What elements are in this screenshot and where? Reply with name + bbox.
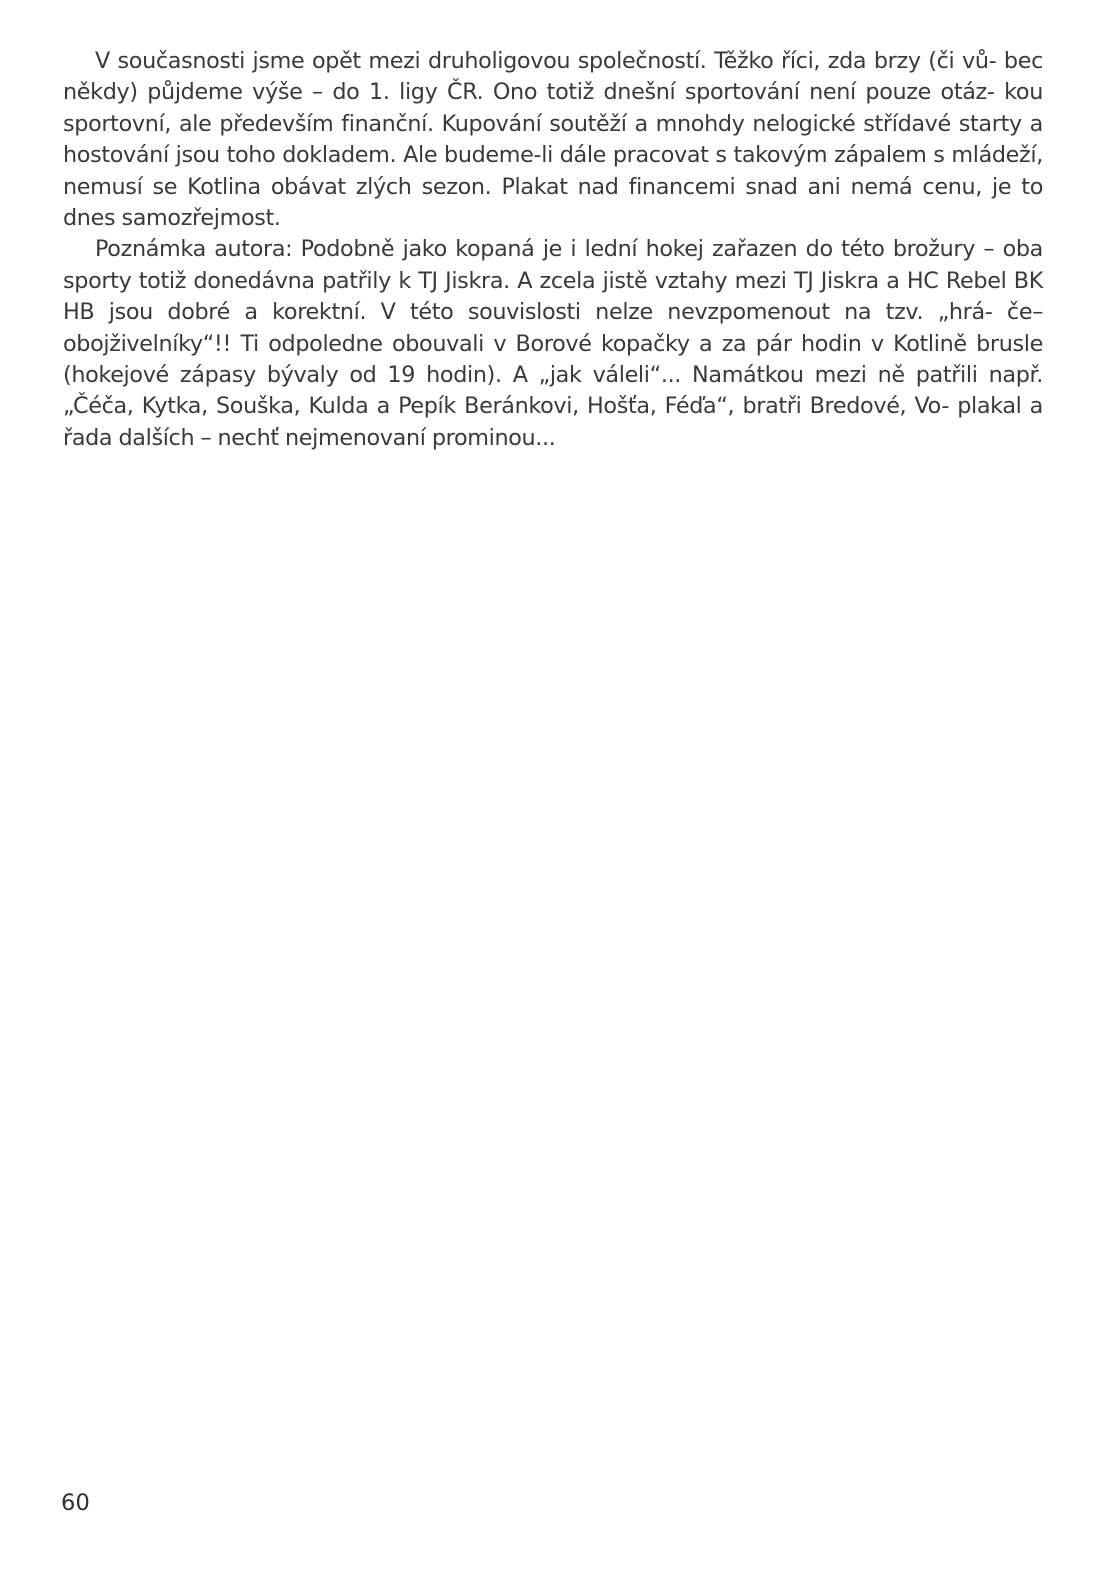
page-number: 60 bbox=[61, 1490, 91, 1516]
paragraph: V současnosti jsme opět mezi druholigovou společností. Těžko říci, zda brzy (či vů- bec někdy) půjdeme výše – do 1. ligy ČR. Ono totiž dnešní sportování není pouze otáz- kou sportovní, ale především finanční. Kupování soutěží a mnohdy nelogické střídavé starty a hostování jsou toho dokladem. Ale budeme-li dále pracovat s takovým zápalem s mládeží, nemusí se Kotlina obávat zlých sezon. Plakat nad financemi snad ani nemá cenu, je to dnes samozřejmost. bbox=[63, 48, 1043, 232]
paragraph: Poznámka autora: Podobně jako kopaná je i lední hokej zařazen do této brožury – oba sporty totiž donedávna patřily k TJ Jiskra. A zcela jistě vztahy mezi TJ Jiskra a HC Rebel BK HB jsou dobré a korektní. V této souvislosti nelze nevzpomenout na tzv. „hrá- če–obojživelníky“!! Ti odpoledne obouvali v Borové kopačky a za pár hodin v Kotlině brusle (hokejové zápasy bývaly od 19 hodin). A „jak váleli“... Namátkou mezi ně patřili např. „Čéča, Kytka, Souška, Kulda a Pepík Beránkovi, Hošťa, Féďa“, bratři Bredové, Vo- plakal a řada dalších – nechť nejmenovaní prominou... bbox=[63, 236, 1043, 451]
page-body bbox=[63, 46, 1043, 454]
